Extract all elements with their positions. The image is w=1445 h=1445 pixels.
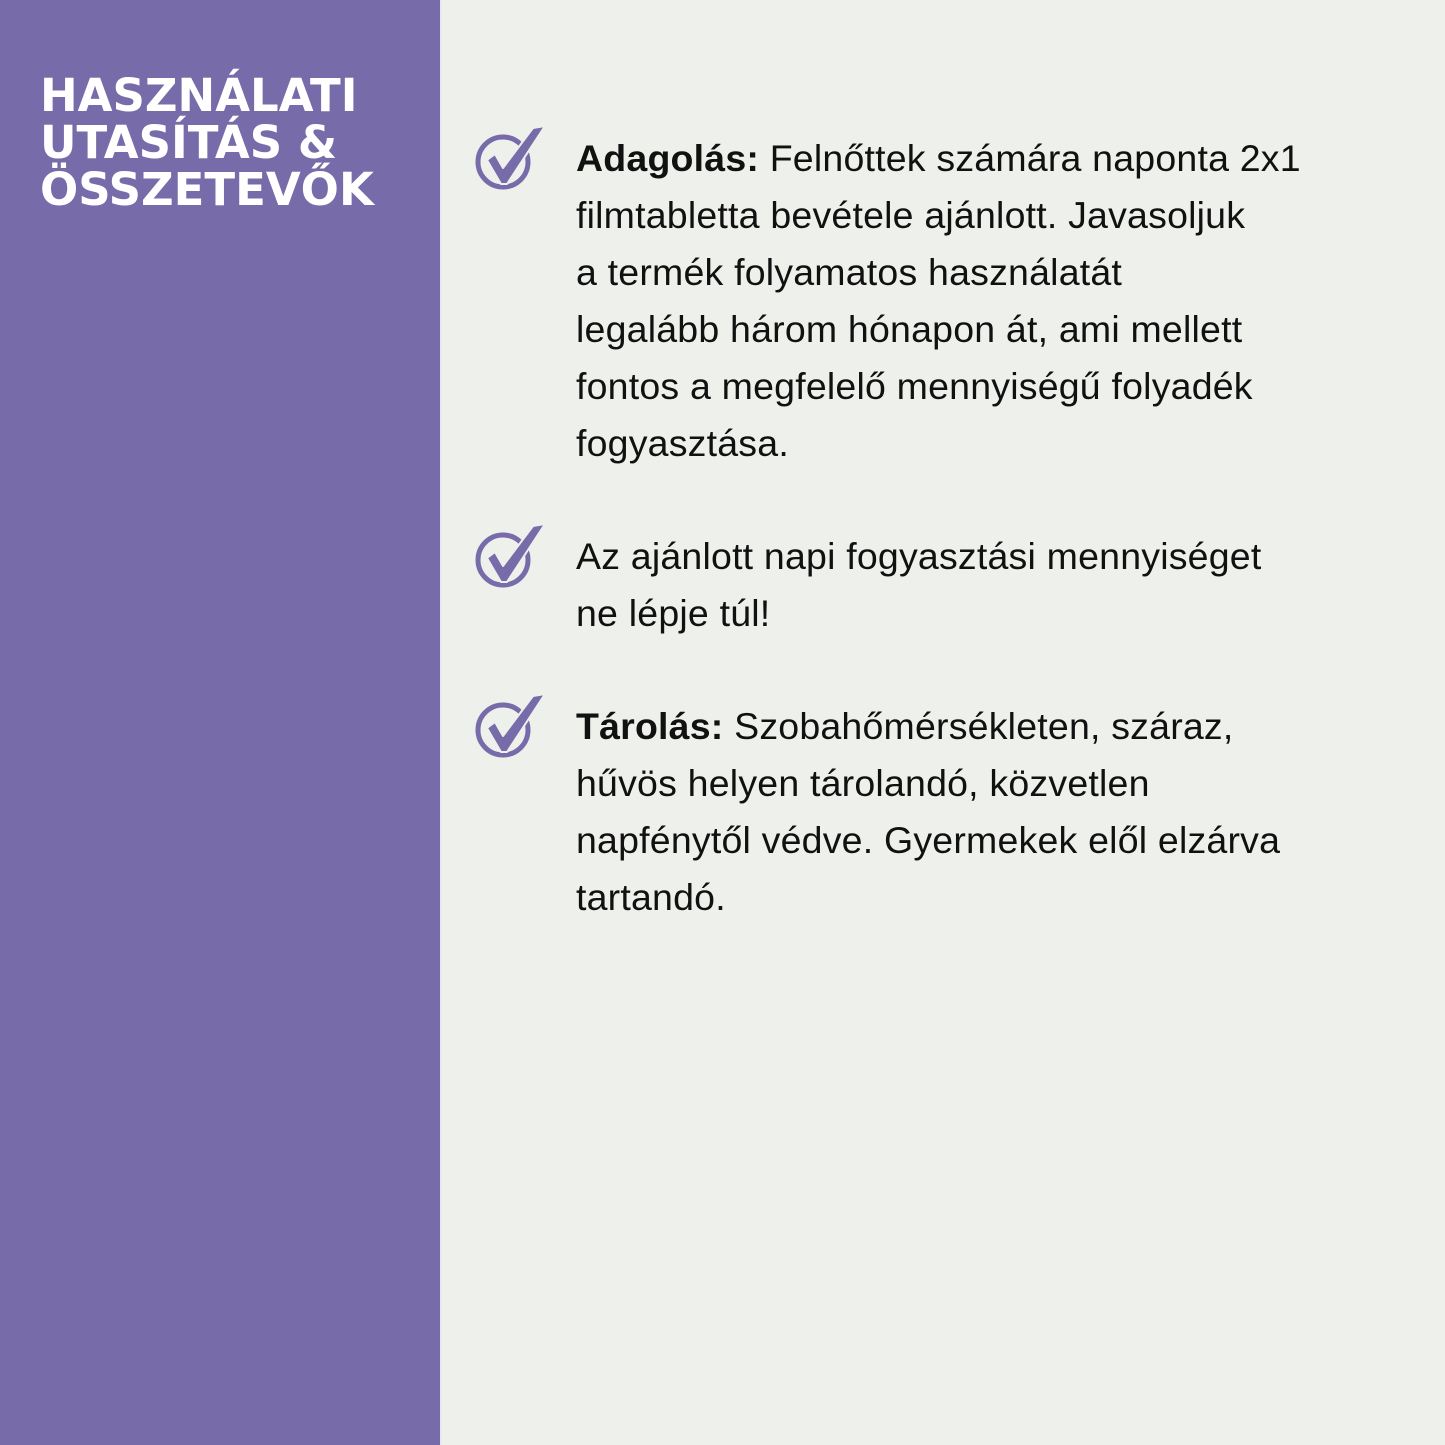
warning-text: Az ajánlott napi fogyasztási mennyiséget ne lépje túl!: [576, 535, 1262, 634]
page-title: [40, 69, 374, 216]
title-line-2: UTASÍTÁS &: [40, 116, 338, 169]
dosage-label: Adagolás:: [576, 137, 760, 179]
sidebar-panel: [0, 0, 442, 1445]
content-panel: [443, 0, 1445, 1445]
dosage-text: Adagolás: Felnőttek számára naponta 2x1 filmtabletta bevétele ajánlott. Javasoljuk a termék folyamatos használatát legalább három hónapon át, ami mellett fontos a megfelelő mennyiségű folyadék fogyasztása.: [576, 137, 1301, 464]
title-line-1: HASZNÁLATI: [40, 69, 358, 122]
storage-text: Tárolás: Szobahőmérsékleten, száraz, hűvös helyen tárolandó, közvetlen napfénytől védve. Gyermekek elől elzárva tartandó.: [576, 705, 1281, 918]
check-circle-icon: [473, 690, 549, 762]
storage-label: Tárolás:: [576, 705, 724, 747]
check-circle-icon: [473, 520, 549, 592]
title-line-3: ÖSSZETEVŐK: [40, 163, 374, 216]
check-circle-icon: [473, 122, 549, 194]
